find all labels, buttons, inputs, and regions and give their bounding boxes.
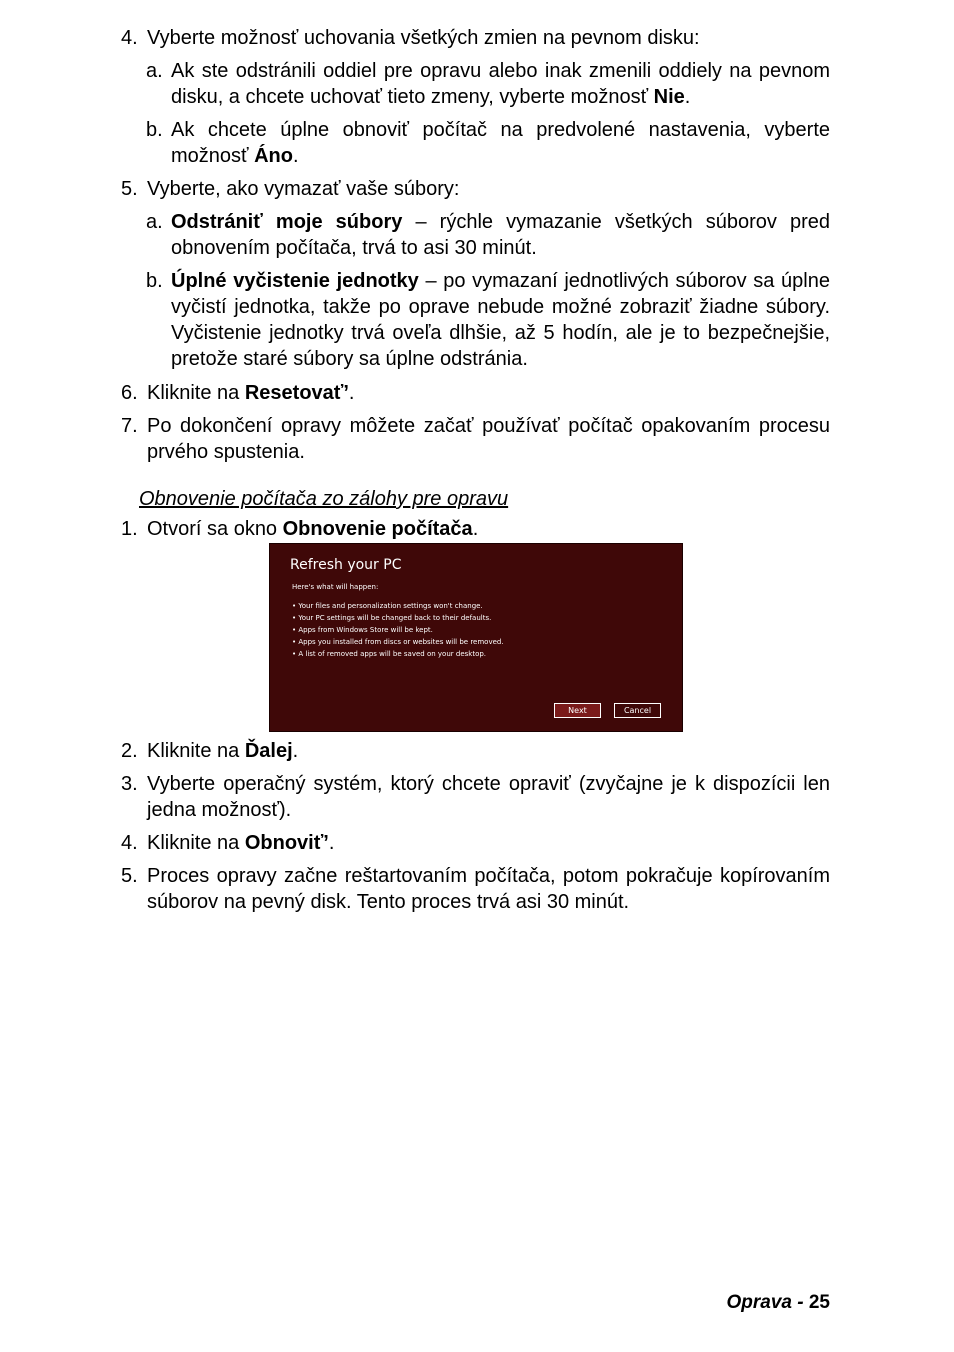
bullet-item: • Apps you installed from discs or websites will be removed. — [292, 636, 504, 648]
footer-label: Oprava - — [726, 1292, 809, 1313]
bullet-item: • Your files and personalization settings won't change. — [292, 600, 504, 612]
page-footer — [726, 1290, 830, 1316]
list2-item-5: 5. Proces opravy začne reštartovaním počítača, potom pokračuje kopírovaním súborov na pevný disk. Tento proces trvá asi 30 minút. — [121, 865, 830, 913]
cancel-button[interactable]: Cancel — [614, 703, 661, 718]
bullet-item: • Your PC settings will be changed back to their defaults. — [292, 612, 504, 624]
list-item-7: 7. Po dokončení opravy môžete začať používať počítač opakovaním procesu prvého spustenia. — [121, 415, 830, 463]
list-item-6: 6. Kliknite na Resetovať’. — [121, 382, 355, 404]
list-item-5: 5. Vyberte, ako vymazať vaše súbory: — [121, 178, 460, 200]
list-item-4a: a. Ak ste odstránili oddiel pre opravu alebo inak zmenili oddiely na pevnom disku, a chcete uchovať tieto zmeny, vyberte možnosť Nie. — [146, 60, 830, 108]
list2-item-1: 1. Otvorí sa okno Obnovenie počítača. — [121, 518, 479, 540]
list-item-4: 4. Vyberte možnosť uchovania všetkých zmien na pevnom disku: — [121, 27, 700, 49]
list-item-5a: a. Odstrániť moje súbory – rýchle vymazanie všetkých súborov pred obnovením počítača, trvá to asi 30 minút. — [146, 211, 830, 259]
window-title: Refresh your PC — [290, 557, 402, 573]
bullet-item: • Apps from Windows Store will be kept. — [292, 624, 504, 636]
list2-item-3: 3. Vyberte operačný systém, ktorý chcete opraviť (zvyčajne je k dispozícii len jedna možnosť). — [121, 773, 830, 821]
list2-item-2: 2. Kliknite na Ďalej. — [121, 740, 299, 762]
bullet-list — [292, 600, 504, 660]
section-title: Obnovenie počítača zo zálohy pre opravu — [139, 488, 509, 510]
page-number: 25 — [808, 1292, 830, 1313]
next-button[interactable]: Next — [554, 703, 601, 718]
list-item-4b: b. Ak chcete úplne obnoviť počítač na predvolené nastavenia, vyberte možnosť Áno. — [146, 119, 830, 167]
list2-item-4: 4. Kliknite na Obnoviť’. — [121, 832, 335, 854]
list-item-5b: b. Úplné vyčistenie jednotky – po vymazaní jednotlivých súborov sa úplne vyčistí jednotka, takže po oprave nebude možné zobraziť žiadne súbory. Vyčistenie jednotky trvá oveľa dlhšie, až 5 hodín, ale je to bezpečnejšie, pretože staré súbory sa úplne odstránia. — [146, 270, 830, 370]
window-intro: Here's what will happen: — [292, 583, 379, 591]
refresh-pc-screenshot — [269, 543, 683, 732]
bullet-item: • A list of removed apps will be saved on your desktop. — [292, 648, 504, 660]
